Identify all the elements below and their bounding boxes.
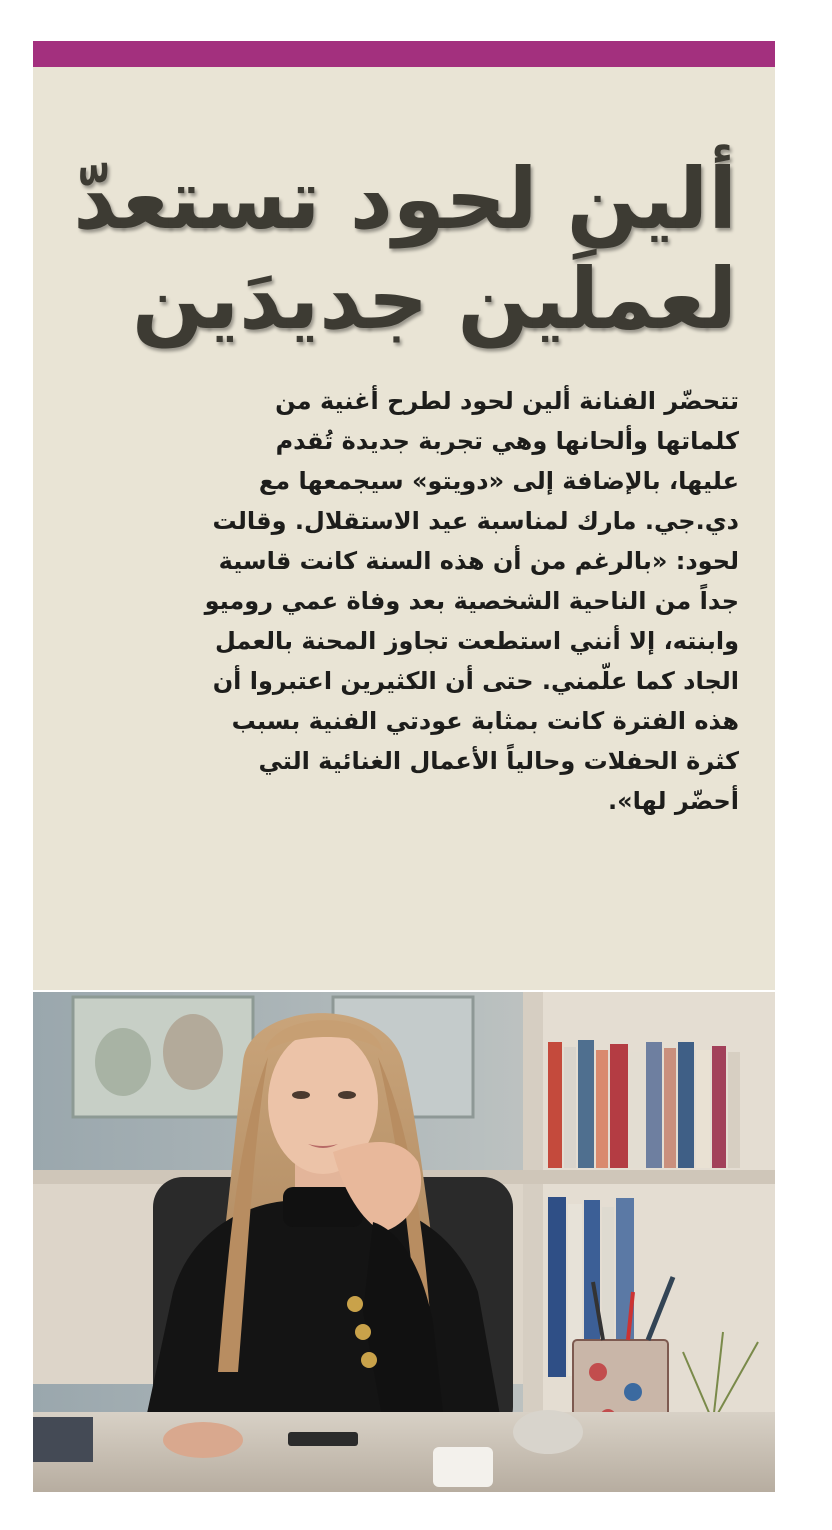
body-line: عليها، بالإضافة إلى «دويتو» سيجمعها مع <box>258 467 739 495</box>
desk <box>33 1412 775 1492</box>
article-body <box>67 381 739 821</box>
shelf-post <box>523 992 543 1432</box>
body-line: الجاد كما علّمني. حتى أن الكثيرين اعتبروا أن <box>212 667 739 695</box>
body-line: لحود: «بالرغم من أن هذه السنة كانت قاسية <box>218 547 739 575</box>
body-line: جداً من الناحية الشخصية بعد وفاة عمي روميو <box>204 587 739 615</box>
shelf-board <box>523 1170 775 1184</box>
desk-ornament <box>163 1422 243 1458</box>
body-line: دي.جي. مارك لمناسبة عيد الاستقلال. وقالت <box>212 507 739 535</box>
phone <box>288 1432 358 1446</box>
eye <box>292 1091 310 1099</box>
article-card <box>33 41 775 990</box>
body-line: وابنته، إلا أنني استطعت تجاوز المحنة بالعمل <box>214 627 739 655</box>
frame-art <box>95 1028 151 1096</box>
body-line: كثرة الحفلات وحالياً الأعمال الغنائية التي <box>258 747 739 775</box>
desk-folder <box>33 1417 93 1462</box>
headline-line-2: لعملَين جديدَين <box>132 250 737 348</box>
gold-button <box>361 1352 377 1368</box>
body-line: تتحضّر الفنانة ألين لحود لطرح أغنية من <box>275 387 739 415</box>
article-headline <box>57 149 737 349</box>
headline-line-1: ألين لحود تستعدّ <box>73 150 737 248</box>
body-line: أحضّر لها». <box>608 787 739 815</box>
frame-art <box>163 1014 223 1090</box>
article-photo <box>33 992 775 1492</box>
desk-mug <box>433 1447 493 1487</box>
gold-button <box>355 1324 371 1340</box>
gold-button <box>347 1296 363 1312</box>
eye <box>338 1091 356 1099</box>
body-line: هذه الفترة كانت بمثابة عودتي الفنية بسبب <box>231 707 739 735</box>
section-accent-bar <box>33 41 775 67</box>
portrait-photo-illustration <box>33 992 775 1492</box>
glass-bowl <box>513 1410 583 1454</box>
body-line: كلماتها وألحانها وهي تجربة جديدة تُقدم <box>275 427 739 455</box>
